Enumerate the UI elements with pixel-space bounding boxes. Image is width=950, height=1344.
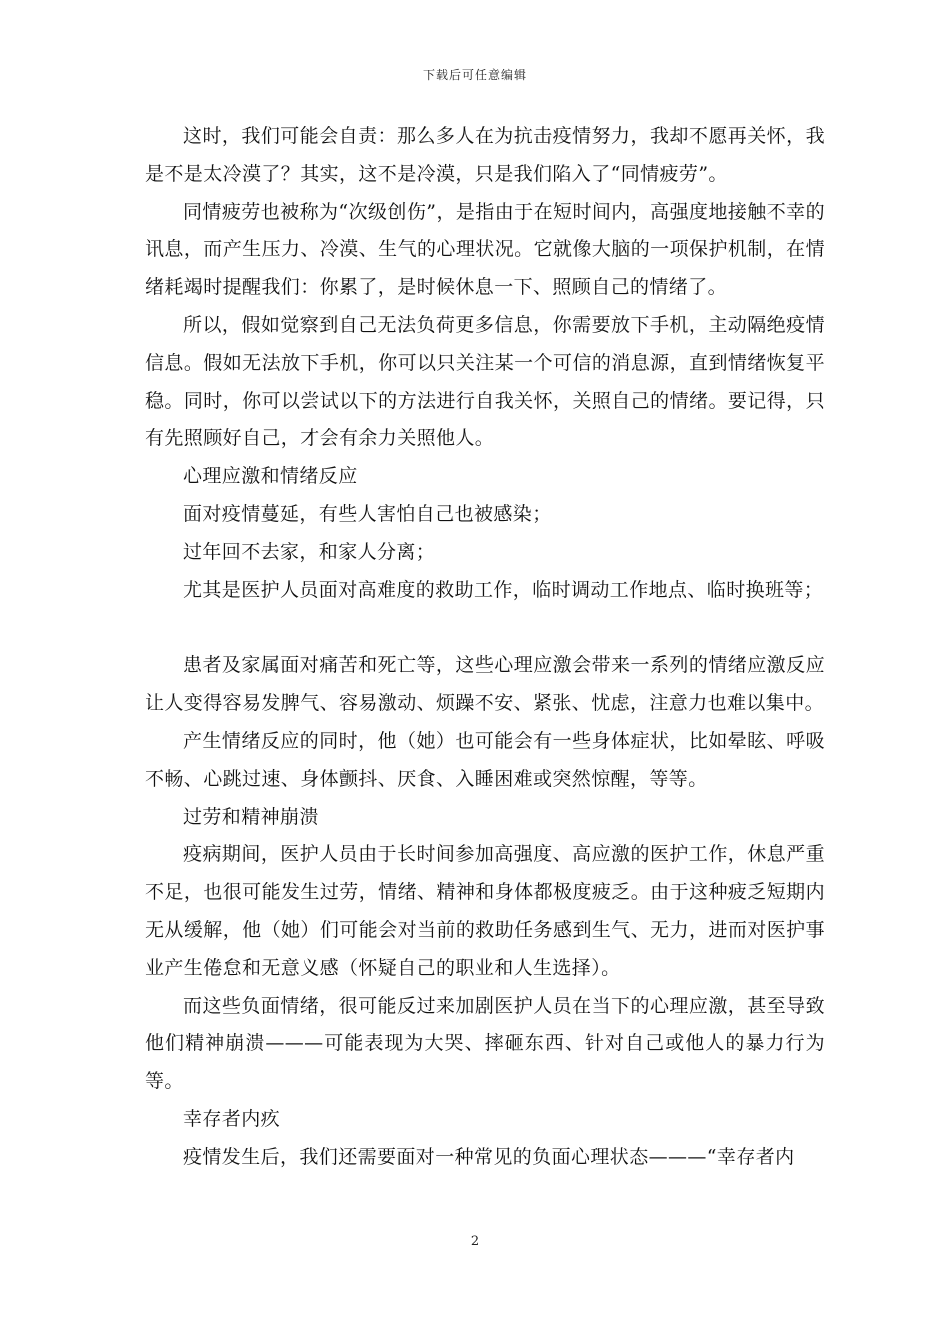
section-heading: 过劳和精神崩溃 (183, 805, 319, 828)
blank-line (145, 609, 825, 647)
paragraph: 尤其是医护人员面对高难度的救助工作，临时调动工作地点、临时换班等； (183, 578, 824, 601)
paragraph: 疫病期间，医护人员由于长时间参加高强度、高应激的医护工作，休息严重不足，也很可能发生过劳，情绪、精神和身体都极度疲乏。由于这种疲乏短期内无从缓解，他（她）们可能会对当前的救助任务感到生气、无力，进而对医护事业产生倦怠和无意义感（怀疑自己的职业和人生选择）。 (145, 843, 825, 979)
section-heading: 幸存者内疚 (183, 1107, 281, 1130)
paragraph: 产生情绪反应的同时，他（她）也可能会有一些身体症状，比如晕眩、呼吸不畅、心跳过速、身体颤抖、厌食、入睡困难或突然惊醒，等等。 (145, 729, 825, 790)
paragraph: 面对疫情蔓延，有些人害怕自己也被感染； (183, 502, 552, 525)
page-number: 2 (470, 1234, 480, 1249)
paragraph: 患者及家属面对痛苦和死亡等，这些心理应激会带来一系列的情绪应激反应让人变得容易发脾气、容易激动、烦躁不安、紧张、忧虑，注意力也难以集中。 (145, 654, 825, 715)
paragraph: 这时，我们可能会自责：那么多人在为抗击疫情努力，我却不愿再关怀，我是不是太冷漠了？其实，这不是冷漠，只是我们陷入了“同情疲劳”。 (145, 125, 825, 185)
page-header: 下载后可任意编辑 (422, 68, 527, 82)
paragraph: 同情疲劳也被称为“次级创伤”，是指由于在短时间内，高强度地接触不幸的讯息，而产生压力、冷漠、生气的心理状况。它就像大脑的一项保护机制，在情绪耗竭时提醒我们：你累了，是时候休息一下、照顾自己的情绪了。 (145, 200, 825, 299)
paragraph: 所以，假如觉察到自己无法负荷更多信息，你需要放下手机，主动隔绝疫情信息。假如无法放下手机，你可以只关注某一个可信的消息源，直到情绪恢复平稳。同时，你可以尝试以下的方法进行自我关怀，关照自己的情绪。要记得，只有先照顾好自己，才会有余力关照他人。 (145, 313, 825, 450)
section-heading: 心理应激和情绪反应 (183, 465, 358, 488)
paragraph: 过年回不去家，和家人分离； (183, 540, 436, 563)
paragraph: 而这些负面情绪，很可能反过来加剧医护人员在当下的心理应激，甚至导致他们精神崩溃———可能表现为大哭、摔砸东西、针对自己或他人的暴力行为等。 (145, 994, 825, 1093)
paragraph: 疫情发生后，我们还需要面对一种常见的负面心理状态———“幸存者内 (183, 1145, 795, 1168)
document-body (145, 118, 825, 1177)
